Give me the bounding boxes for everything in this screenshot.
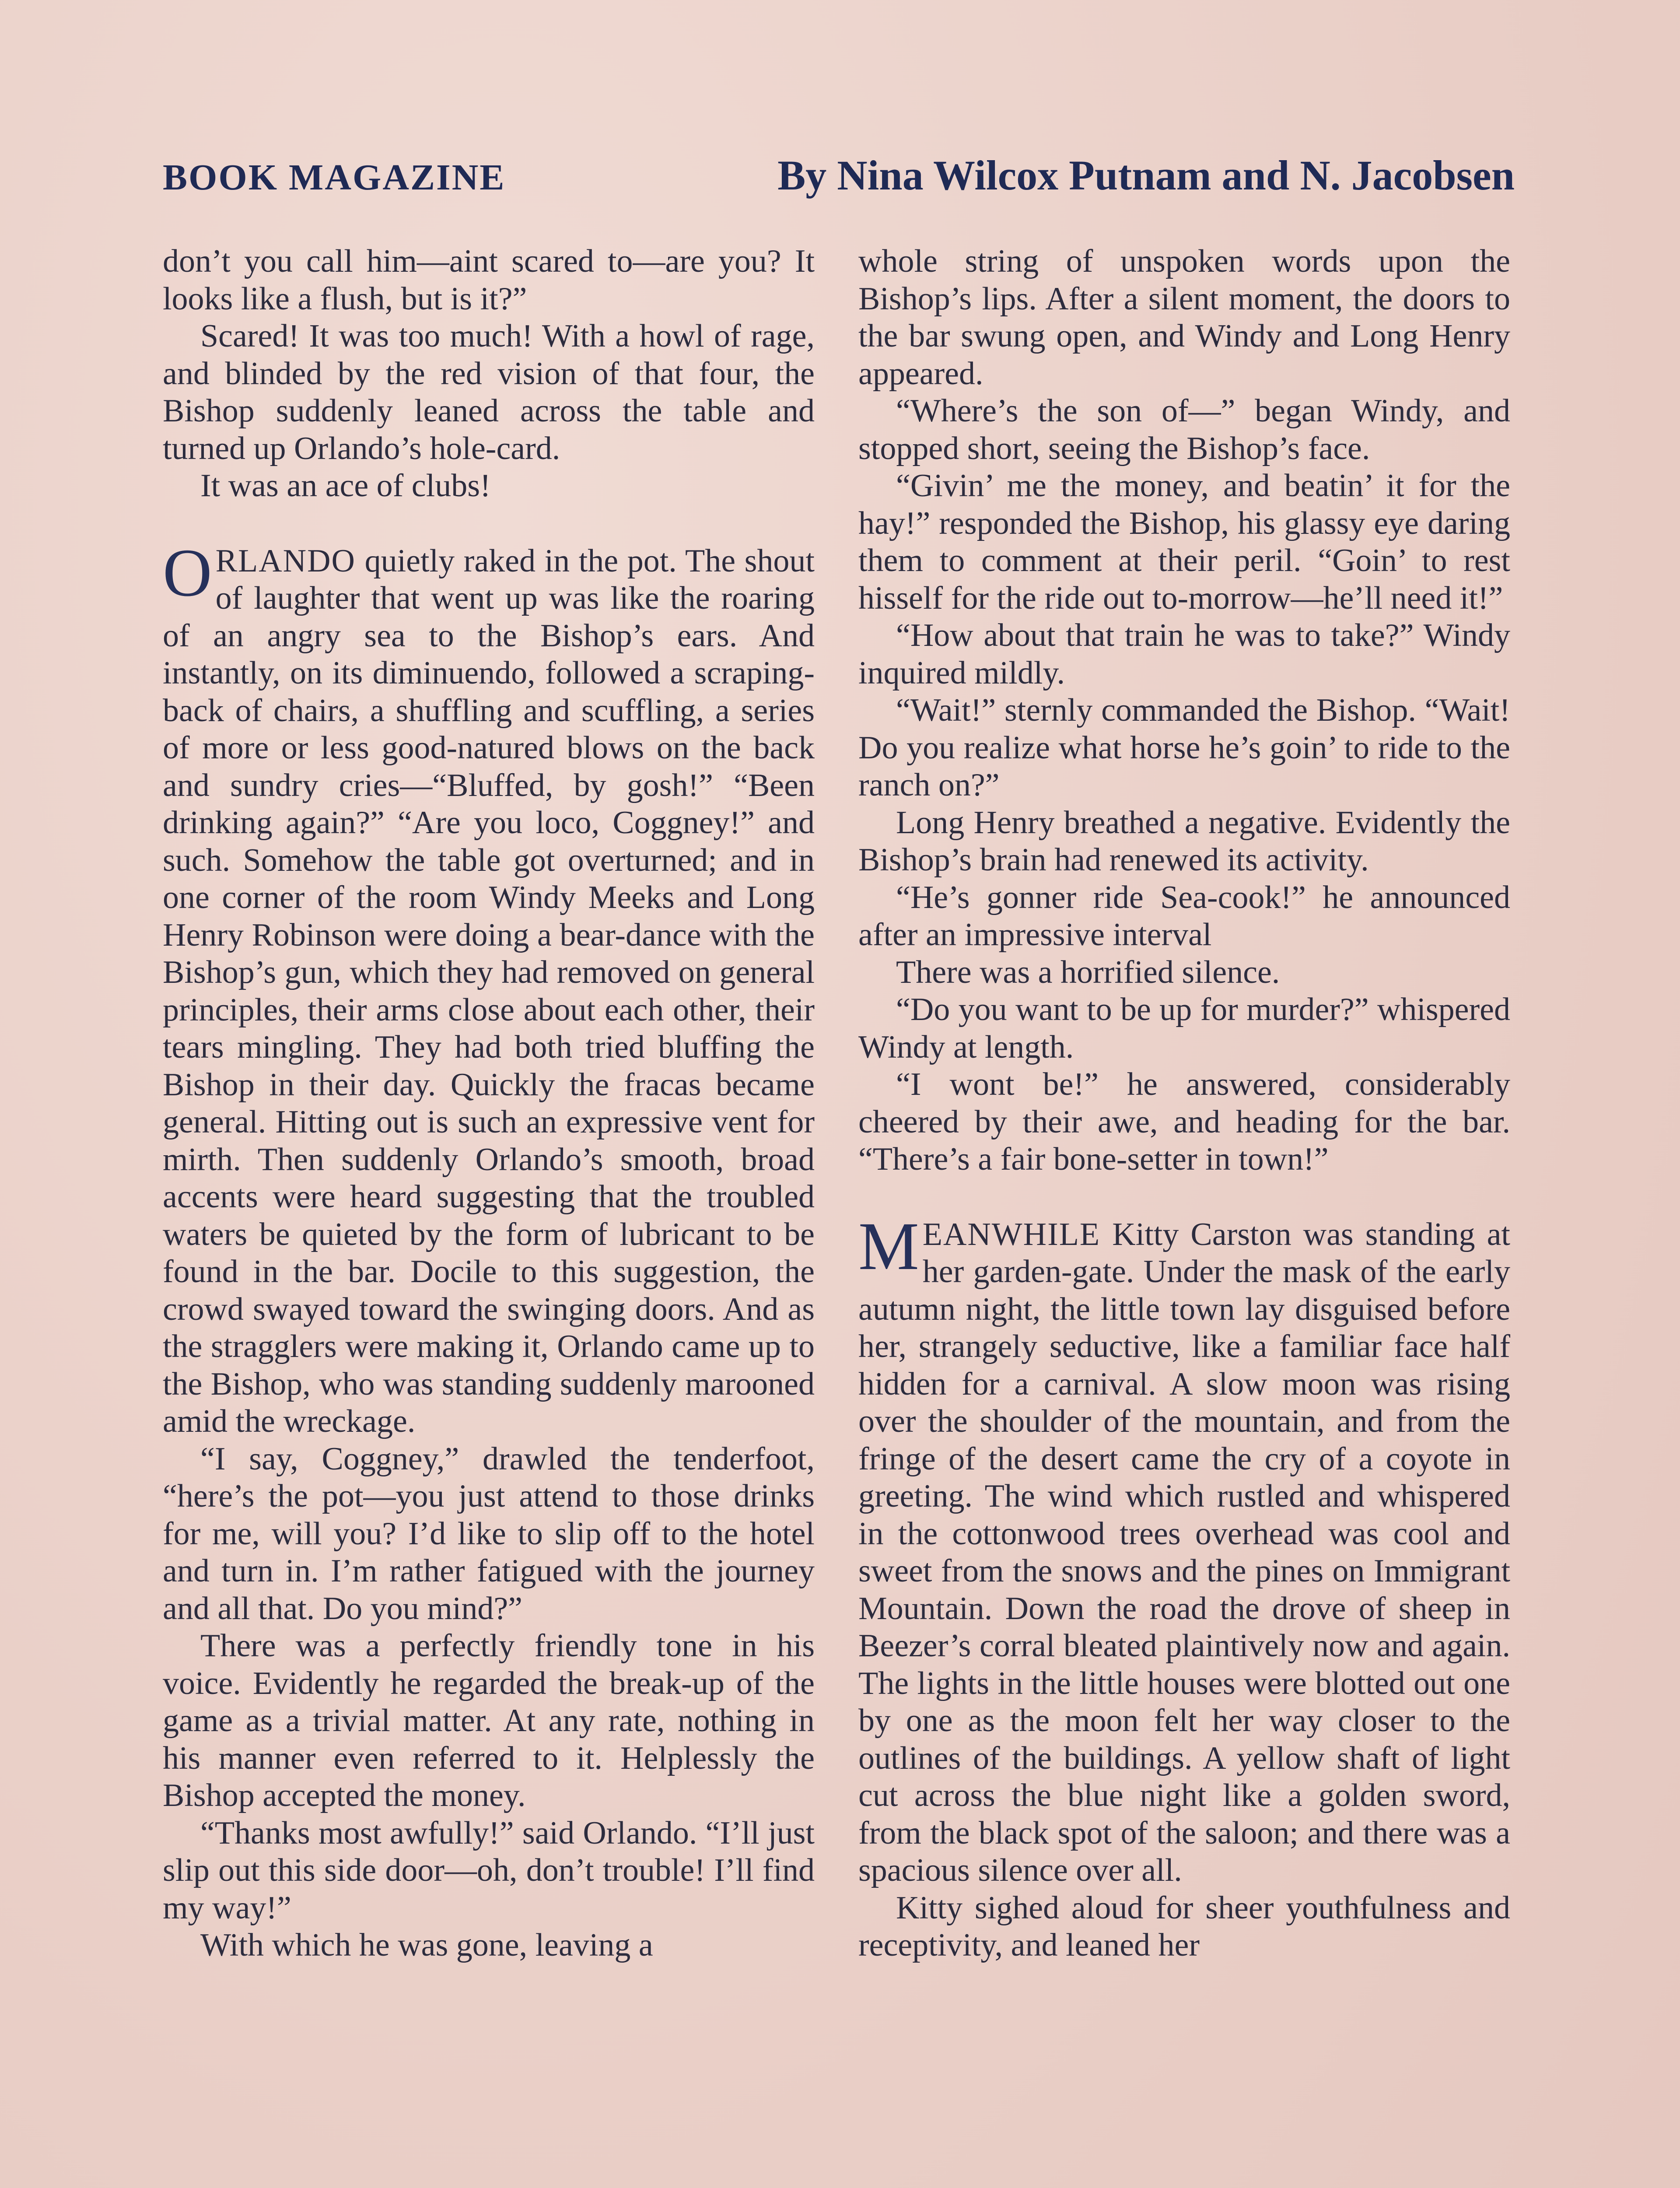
- paragraph-text: Kitty Carston was standing at her garden-gate. Under the mask of the early autumn night, the little town lay disguised before her, strangely seductive, like a familiar face half hidden for a carnival. A slow moon was rising over the shoulder of the mountain, and from the fringe of the desert came the cry of a coyote in greeting. The wind which rustled and whispered in the cottonwood trees overhead was cool and sweet from the snows and the pines on Immigrant Mountain. Down the road the drove of sheep in Beezer’s corral bleated plaintively now and again. The lights in the little houses were blotted out one by one as the moon felt her way closer to the outlines of the buildings. A yellow shaft of light cut across the blue night like a golden sword, from the black spot of the saloon; and there was a spacious silence over all.: [858, 1216, 1510, 1888]
- right-column: [858, 243, 1510, 2188]
- paragraph: “Where’s the son of—” began Windy, and stopped short, seeing the Bishop’s face.: [858, 393, 1510, 466]
- paragraph: It was an ace of clubs!: [200, 468, 491, 504]
- paragraph: “I wont be!” he answered, considerably cheered by their awe, and heading for the bar. “There’s a fair bone-setter in town!”: [858, 1066, 1510, 1177]
- paragraph: Long Henry breathed a negative. Evidently the Bishop’s brain had renewed its activity.: [858, 804, 1510, 878]
- drop-cap: M: [858, 1208, 919, 1284]
- paragraph: “Givin’ me the money, and beatin’ it for the hay!” responded the Bishop, his glassy eye daring them to comment at their peril. “Goin’ to rest hisself for the ride out to-morrow—he’ll need it!”: [858, 468, 1510, 616]
- paragraph: Kitty sighed aloud for sheer youthfulness and receptivity, and leaned her: [858, 1890, 1510, 1963]
- paragraph: There was a perfectly friendly tone in his voice. Evidently he regarded the break-up of the game as a trivial matter. At any rate, nothing in his manner even referred to it. Helplessly the Bishop accepted the money.: [163, 1628, 815, 1813]
- lead-word: EANWHILE: [922, 1216, 1101, 1252]
- paragraph: There was a horrified silence.: [896, 954, 1280, 990]
- left-column: [163, 243, 815, 2188]
- paragraph: “Do you want to be up for murder?” whispered Windy at length.: [858, 992, 1510, 1065]
- paragraph: With which he was gone, leaving a: [200, 1927, 653, 1963]
- paragraph: “I say, Coggney,” drawled the tenderfoot, “here’s the pot—you just attend to those drinks for me, will you? I’d like to slip off to the hotel and turn in. I’m rather fatigued with the journey and all that. Do you mind?”: [163, 1441, 815, 1627]
- author-byline: By Nina Wilcox Putnam and N. Jacobsen: [777, 152, 1515, 199]
- drop-cap: O: [163, 534, 212, 610]
- magazine-title: BOOK MAGAZINE: [163, 157, 506, 198]
- lead-word: RLANDO: [215, 543, 356, 579]
- paragraph: “Thanks most awfully!” said Orlando. “I’ll just slip out this side door—oh, don’t trouble! I’ll find my way!”: [163, 1815, 815, 1926]
- section-paragraph: [858, 1208, 1510, 1890]
- paragraph: Scared! It was too much! With a howl of rage, and blinded by the red vision of that four, the Bishop suddenly leaned across the table and turned up Orlando’s hole-card.: [163, 318, 815, 466]
- running-header: [163, 151, 1515, 203]
- paragraph: “Wait!” sternly commanded the Bishop. “Wait! Do you realize what horse he’s goin’ to ride to the ranch on?”: [858, 692, 1510, 803]
- paragraph: whole string of unspoken words upon the Bishop’s lips. After a silent moment, the doors to the bar swung open, and Windy and Long Henry appeared.: [858, 243, 1510, 392]
- section-paragraph: [163, 534, 815, 1441]
- paragraph: “How about that train he was to take?” Windy inquired mildly.: [858, 617, 1510, 691]
- paragraph: “He’s gonner ride Sea-cook!” he announced after an impressive interval: [858, 879, 1510, 953]
- paragraph: don’t you call him—aint scared to—are you? It looks like a flush, but is it?”: [163, 243, 815, 317]
- paragraph-text: quietly raked in the pot. The shout of laughter that went up was like the roaring of an angry sea to the Bishop’s ears. And instantly, on its diminuendo, followed a scraping-back of chairs, a shuffling and scuffling, a series of more or less good-natured blows on the back and sundry cries—“Bluffed, by gosh!” “Been drinking again?” “Are you loco, Coggney!” and such. Somehow the table got overturned; and in one corner of the room Windy Meeks and Long Henry Robinson were doing a bear-dance with the Bishop’s gun, which they had removed on general principles, their arms close about each other, their tears mingling. They had both tried bluffing the Bishop in their day. Quickly the fracas became general. Hitting out is such an expressive vent for mirth. Then suddenly Orlando’s smooth, broad accents were heard suggesting that the troubled waters be quieted by the form of lubricant to be found in the bar. Docile to this suggestion, the crowd swayed toward the swinging doors. And as the stragglers were making it, Orlando came up to the Bishop, who was standing suddenly marooned amid the wreckage.: [163, 543, 815, 1439]
